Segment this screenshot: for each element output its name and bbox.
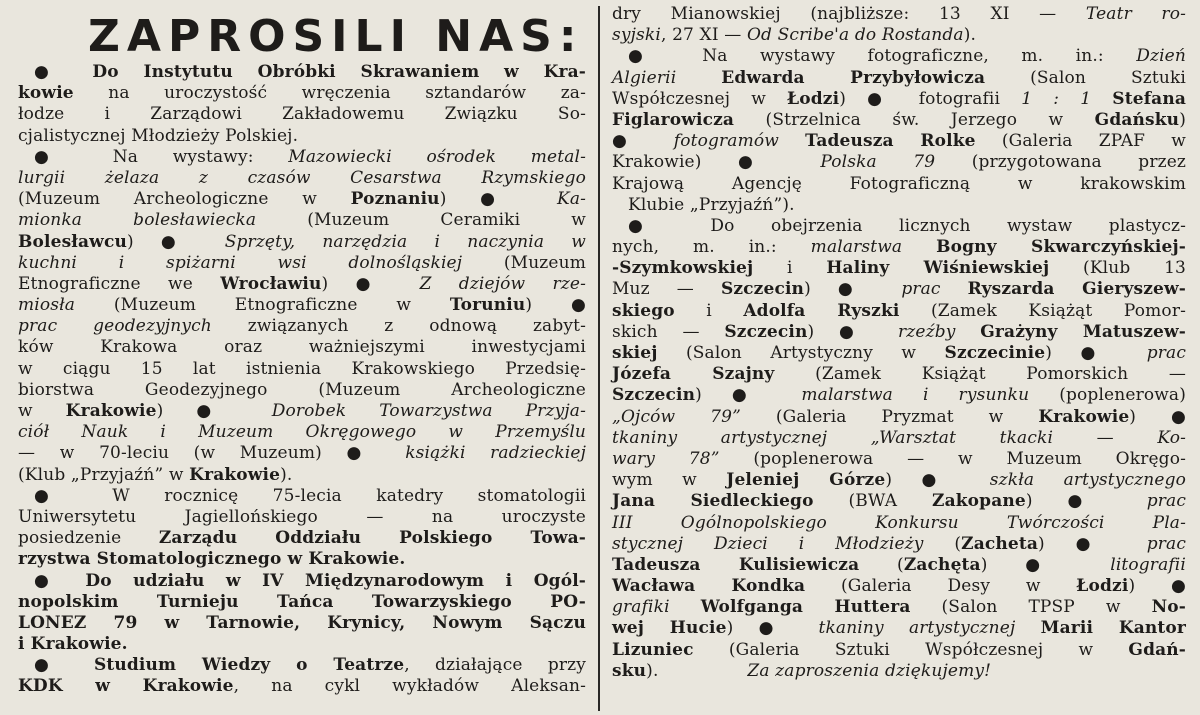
text-line: ków Krakowa oraz ważniejszymi inwestycjami	[18, 337, 586, 358]
left-column	[18, 0, 586, 698]
right-column	[612, 0, 1186, 682]
text-line: Współczesnej w Łodzi) ● fotografii 1 : 1 Stefana	[612, 88, 1186, 109]
text-line: — w 70-leciu (w Muzeum) ● książki radzieckiej	[18, 443, 586, 464]
text-line: (Klub „Przyjaźń” w Krakowie).	[18, 464, 293, 485]
text-line: Uniwersytetu Jagiellońskiego — na uroczyste	[18, 506, 586, 527]
text-line: „Ojców 79” (Galeria Pryzmat w Krakowie) ●	[612, 406, 1186, 427]
text-line: LONEZ 79 w Tarnowie, Krynicy, Nowym Sączu	[18, 612, 586, 633]
text-line: grafiki Wolfganga Huttera (Salon TPSP w No-	[612, 597, 1186, 618]
text-line: stycznej Dzieci i Młodzieży (Zacheta) ● prac	[612, 533, 1187, 554]
text-line: -Szymkowskiej i Haliny Wiśniewskiej (Klub 13	[612, 258, 1187, 279]
text-line: wary 78” (poplenerowa — w Muzeum Okręgo-	[612, 448, 1186, 469]
text-line: nych, m. in.: malarstwa Bogny Skwarczyńskiej-	[612, 237, 1187, 258]
column-divider	[598, 6, 600, 711]
text-line: cjalistycznej Młodzieży Polskiej.	[18, 125, 299, 146]
text-line: nopolskim Turnieju Tańca Towarzyskiego PO-	[18, 591, 586, 612]
text-line: ● Na wystawy fotograficzne, m. in.: Dzień	[628, 46, 1186, 67]
text-line: Krajową Agencję Fotograficzną w krakowskim	[612, 173, 1186, 194]
text-line: Jana Siedleckiego (BWA Zakopane) ● prac	[612, 491, 1186, 512]
text-line: ● Do Instytutu Obróbki Skrawaniem w Kra-	[34, 62, 586, 82]
text-line: ● Na wystawy: Mazowiecki ośrodek metal-	[34, 146, 586, 167]
left-column-text	[18, 62, 586, 698]
text-line: wej Hucie) ● tkaniny artystycznej Marii Kantor	[612, 618, 1187, 639]
text-line: sku). Za zaproszenia dziękujemy!	[612, 660, 992, 681]
text-line: w ciągu 15 lat istnienia Krakowskiego Przedsię-	[18, 358, 586, 379]
text-line: ciół Nauk i Muzeum Okręgowego w Przemyślu	[18, 422, 586, 443]
text-line: (Muzeum Archeologiczne w Poznaniu) ● Ka-	[18, 189, 586, 210]
text-line: ● Studium Wiedzy o Teatrze, działające przy	[34, 655, 586, 676]
text-line: ● fotogramów Tadeusza Rolke (Galeria ZPAF w	[612, 131, 1186, 152]
text-line: kuchni i spiżarni wsi dolnośląskiej (Muzeum	[18, 252, 586, 273]
text-line: posiedzenie Zarządu Oddziału Polskiego Towa-	[18, 528, 586, 549]
text-line: skich — Szczecin) ● rzeźby Grażyny Matuszew-	[612, 321, 1186, 342]
text-line: lurgii żelaza z czasów Cesarstwa Rzymskiego	[18, 167, 586, 188]
right-column-text	[612, 4, 1186, 682]
text-line: ● Do udziału w IV Międzynarodowym i Ogól-	[34, 570, 587, 591]
text-line: III Ogólnopolskiego Konkursu Twórczości Pla-	[612, 512, 1186, 533]
text-line: Muz — Szczecin) ● prac Ryszarda Gieryszew-	[612, 279, 1186, 300]
text-line: skiej (Salon Artystyczny w Szczecinie) ● prac	[612, 343, 1187, 363]
text-line: Krakowie) ● Polska 79 (przygotowana przez	[612, 152, 1187, 173]
text-line: Józefa Szajny (Zamek Książąt Pomorskich —	[612, 364, 1186, 385]
text-line: wym w Jeleniej Górze) ● szkła artystycznego	[612, 470, 1186, 491]
text-line: dry Mianowskiej (najbliższe: 13 XI — Teatr ro-	[612, 4, 1186, 24]
text-line: ● W rocznicę 75-lecia katedry stomatologii	[34, 485, 586, 506]
text-line: Wacława Kondka (Galeria Desy w Łodzi) ●	[612, 576, 1186, 597]
text-line: Tadeusza Kulisiewicza (Zachęta) ● litografii	[612, 554, 1186, 575]
text-line: Klubie „Przyjaźń”).	[628, 194, 795, 215]
text-line: rzystwa Stomatologicznego w Krakowie.	[18, 549, 406, 570]
text-line: miosła (Muzeum Etnograficzne w Toruniu) ●	[18, 295, 586, 316]
text-line: syjski, 27 XI — Od Scribe'a do Rostanda).	[612, 25, 977, 46]
text-line: mionka bolesławiecka (Muzeum Ceramiki w	[18, 210, 587, 231]
text-line: i Krakowie.	[18, 634, 128, 655]
text-line: Etnograficzne we Wrocławiu) ● Z dziejów rze-	[18, 273, 586, 294]
text-line: Szczecin) ● malarstwa i rysunku (poplenerowa)	[612, 385, 1187, 406]
text-line: biorstwa Geodezyjnego (Muzeum Archeologiczne	[18, 379, 586, 400]
text-line: ● Do obejrzenia licznych wystaw plastycz-	[628, 215, 1186, 236]
text-line: Lizuniec (Galeria Sztuki Współczesnej w Gdań-	[612, 639, 1186, 660]
text-line: w Krakowie) ● Dorobek Towarzystwa Przyja-	[18, 401, 586, 421]
text-line: Figlarowicza (Strzelnica św. Jerzego w Gdańsku)	[612, 109, 1186, 130]
text-line: KDK w Krakowie, na cykl wykładów Aleksan-	[18, 676, 586, 697]
text-line: Algierii Edwarda Przybyłowicza (Salon Sztuki	[612, 67, 1186, 88]
text-line: kowie na uroczystość wręczenia sztandarów za-	[18, 83, 586, 104]
text-line: prac geodezyjnych związanych z odnową zabyt-	[18, 316, 586, 337]
text-line: Bolesławcu) ● Sprzęty, narzędzia i naczynia w	[18, 231, 586, 252]
text-line: łodze i Zarządowi Zakładowemu Związku So-	[18, 104, 586, 125]
headline: ZAPROSILI NAS:	[88, 11, 584, 62]
text-line: skiego i Adolfa Ryszki (Zamek Książąt Pomor-	[612, 300, 1186, 321]
text-line: tkaniny artystycznej „Warsztat tkacki — Ko-	[612, 427, 1186, 448]
